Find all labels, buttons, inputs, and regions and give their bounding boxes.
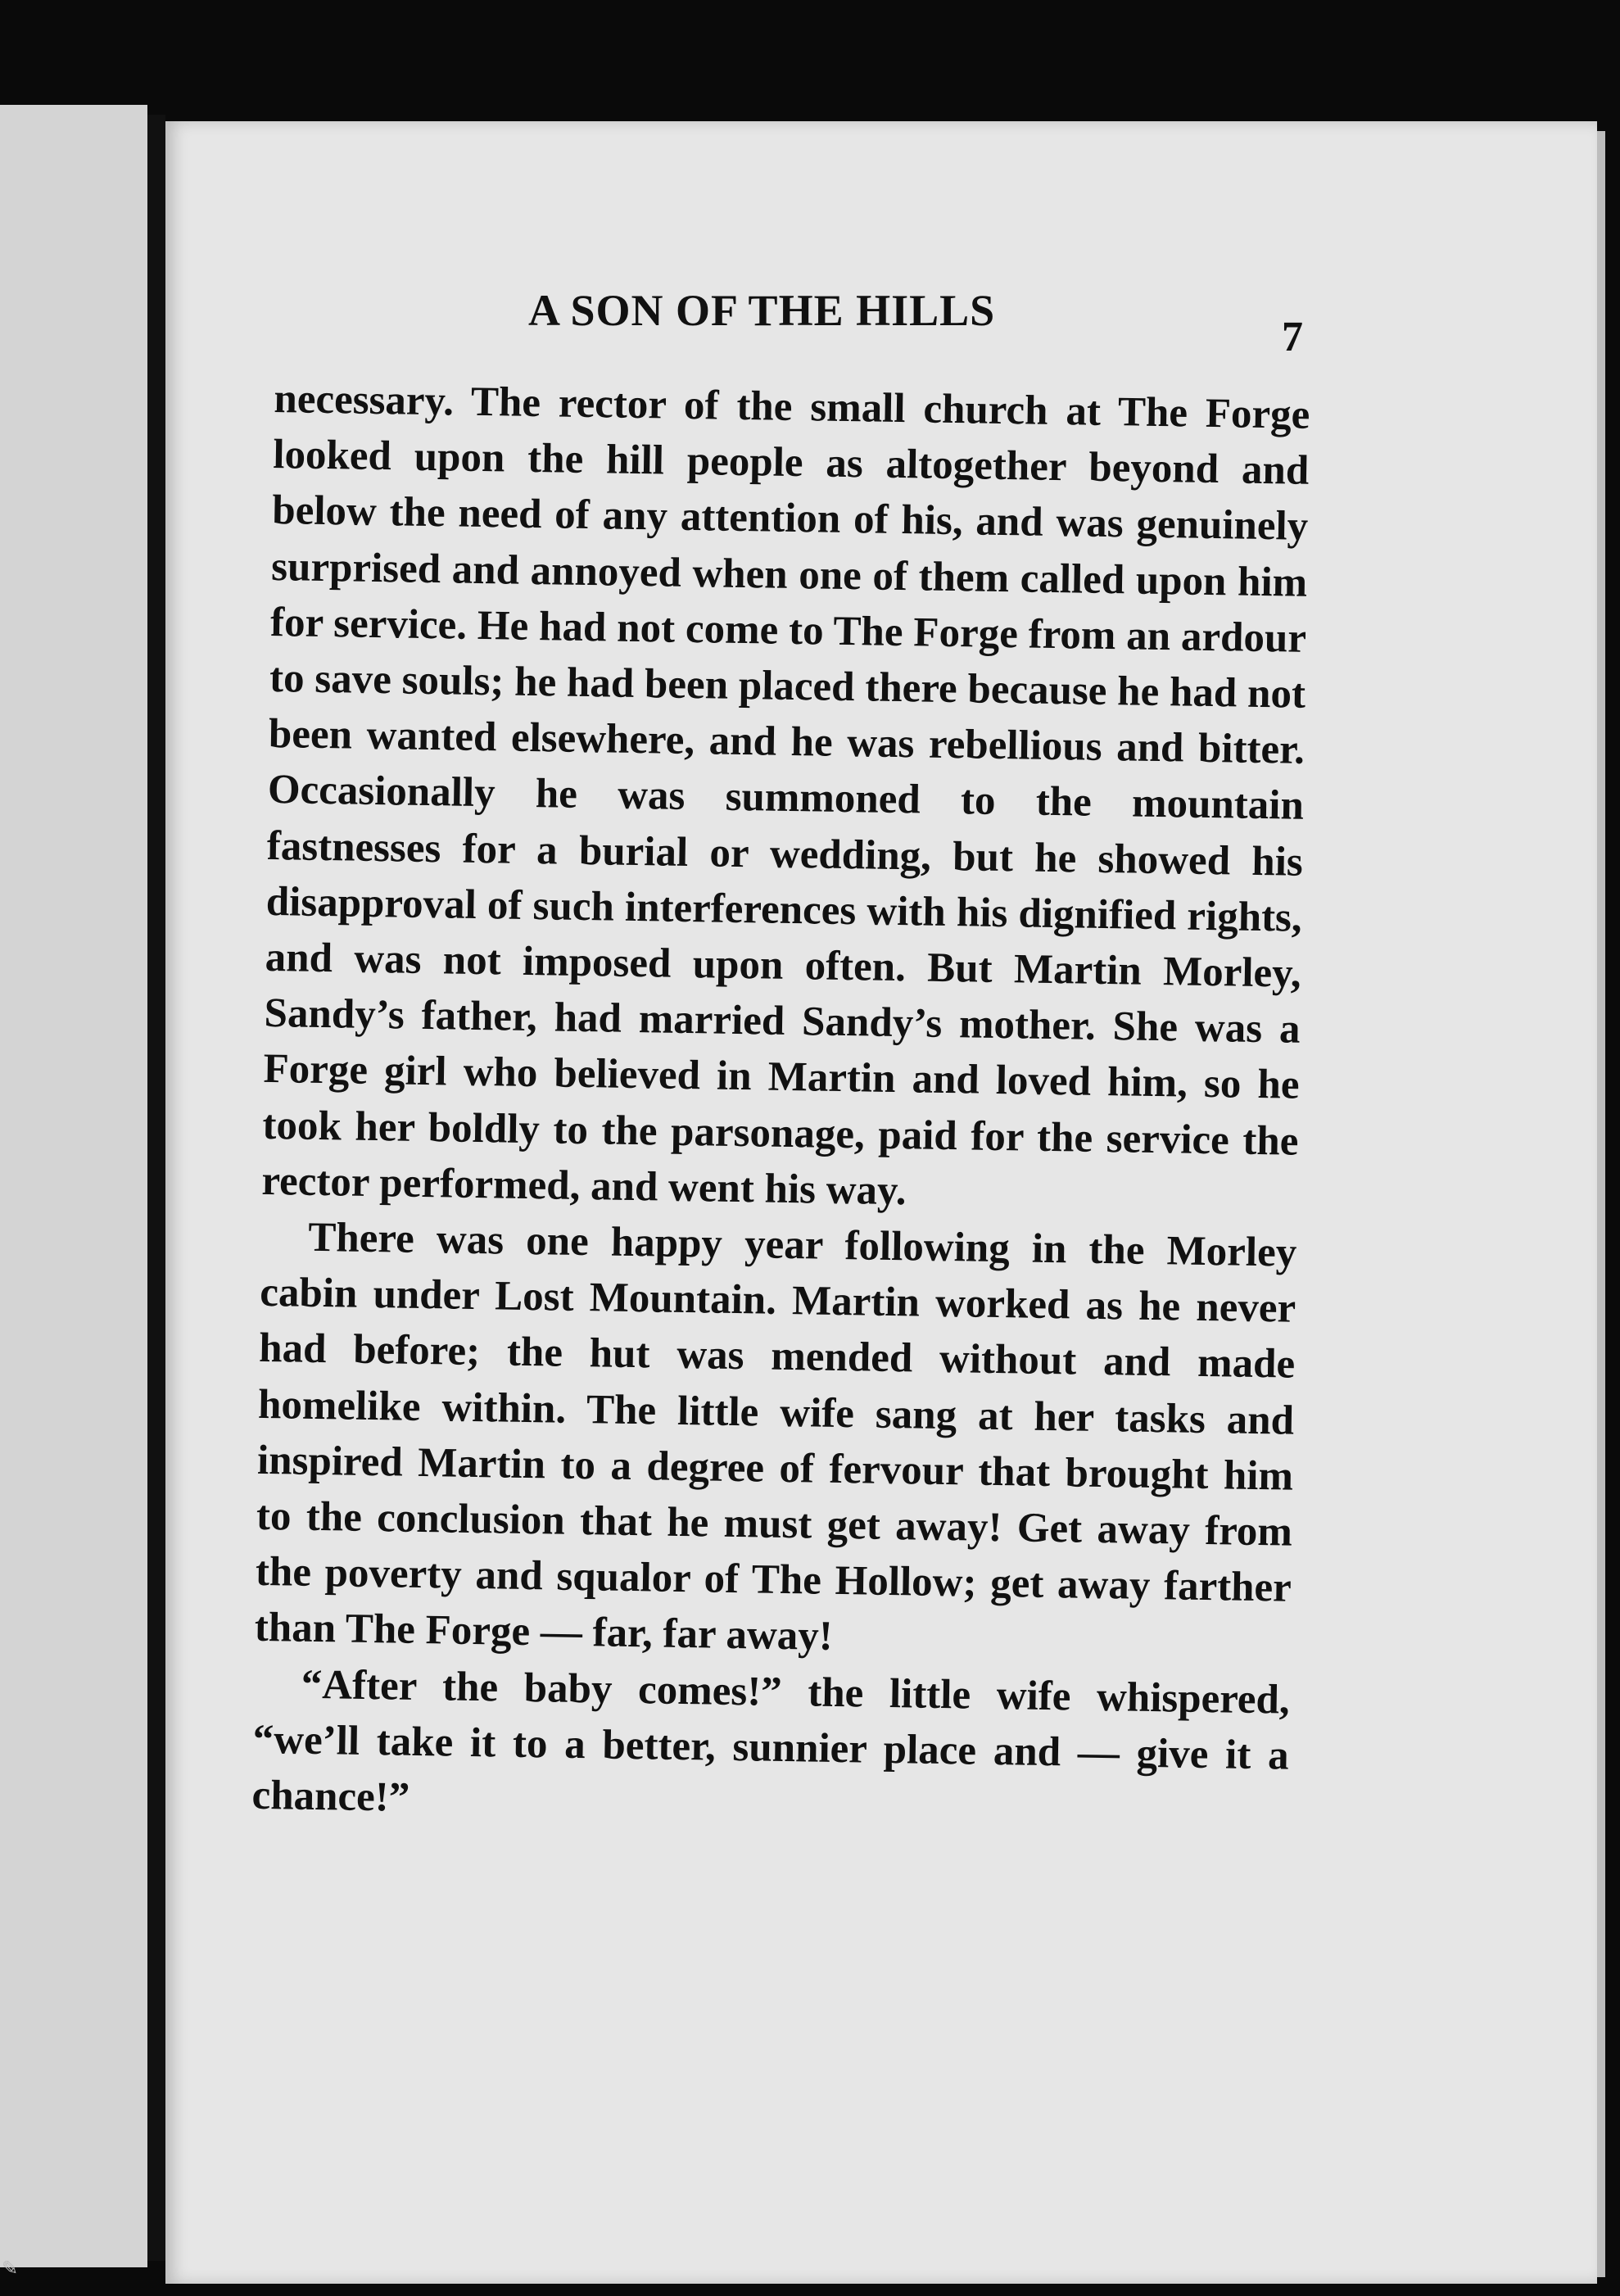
page-number: 7 <box>1282 314 1303 360</box>
book-gutter <box>147 115 165 2261</box>
facing-page-edge <box>0 105 147 2267</box>
paragraph: There was one happy year following in the Morley cabin under Lost Mountain. Martin worked as he never had before; the hut was mended without and made homelike within. The little wife sang at her tasks and inspired Martin to a degree of fervour that brought him to the conclusion that he must get away! Get away from the poverty and squalor of The Hollow; get away farther than The Forge — far, far away! <box>254 1214 1297 1660</box>
paragraph: “After the baby comes!” the little wife whispered, “we’ll take it to a better, sunnier place and — give it a chance!” <box>251 1661 1291 1821</box>
running-title: A SON OF THE HILLS <box>528 286 996 335</box>
body-text <box>251 371 1310 1840</box>
running-header <box>0 285 1620 359</box>
page-edge-shadow <box>1597 131 1605 2277</box>
paragraph-continued: necessary. The rector of the small church at The Forge looked upon the hill people as altogether beyond and below the need of any attention of his, and was genuinely surprised and annoyed when one of them called upon him for service. He had not come to The Forge from an ardour to save souls; he had been placed there because he had not been wanted elsewhere, and he was rebellious and bitter. Occasionally he was summoned to the mountain fastnesses for a burial or wedding, but he showed his disapproval of such interferences with his dignified rights, and was not imposed upon often. But Martin Morley, Sandy’s father, had married Sandy’s mother. She was a Forge girl who believed in Martin and loved him, so he took her boldly to the parsonage, paid for the service the rector performed, and went his way. <box>261 375 1310 1215</box>
scan-artifact-icon: ✎ <box>2 2257 19 2280</box>
